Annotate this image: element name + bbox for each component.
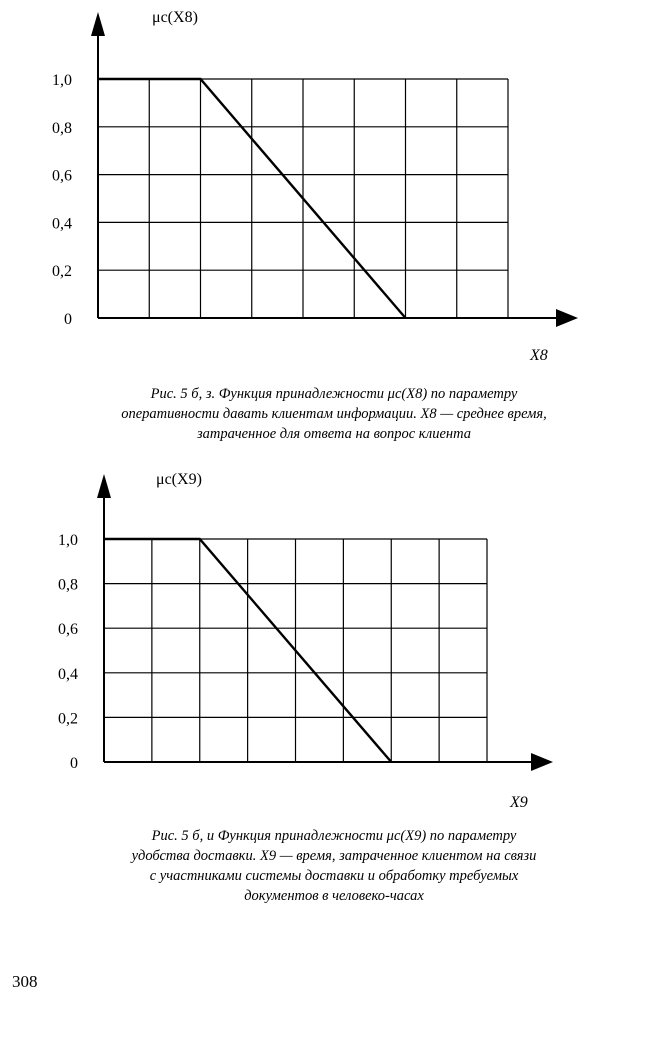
page-number: 308 (12, 972, 38, 991)
x-axis-arrow-icon (531, 753, 553, 771)
figure-caption-x9 (20, 826, 648, 906)
x-axis-label: X8 (530, 347, 548, 364)
caption-line: затраченное для ответа на вопрос клиента (197, 426, 471, 442)
figure-caption-x8 (20, 384, 648, 444)
y-axis-arrow-icon (97, 474, 111, 498)
y-tick-label: 1,0 (52, 72, 72, 89)
y-tick-label: 0 (70, 755, 78, 772)
y-tick-label: 0 (64, 311, 72, 328)
caption-line: Рис. 5 б, з. Функция принадлежности μc(X8) по параметру (150, 386, 518, 402)
chart-canvas (0, 0, 668, 370)
y-axis-label: μc(X8) (152, 9, 198, 26)
caption-line: удобства доставки. X9 — время, затраченное клиентом на связи (131, 848, 537, 864)
membership-chart-x9 (0, 462, 668, 822)
chart-canvas (0, 462, 668, 822)
caption-line: с участниками системы доставки и обработку требуемых (149, 868, 519, 884)
y-axis-arrow-icon (91, 12, 105, 36)
y-tick-label: 0,4 (58, 665, 78, 683)
caption-line: Рис. 5 б, и Функция принадлежности μc(X9) по параметру (151, 828, 517, 844)
y-tick-label: 0,4 (52, 215, 72, 233)
y-tick-label: 1,0 (58, 532, 78, 549)
caption-line: оперативности давать клиентам информации. X8 — среднее время, (121, 406, 547, 422)
y-tick-label: 0,6 (52, 167, 72, 185)
y-tick-label: 0,8 (52, 119, 72, 137)
x-axis-label: X9 (510, 794, 528, 811)
y-axis-label: μc(X9) (156, 471, 202, 488)
caption-line: документов в человеко-часах (244, 888, 424, 904)
y-tick-label: 0,2 (58, 710, 78, 728)
y-tick-label: 0,8 (58, 576, 78, 594)
x-axis-arrow-icon (556, 309, 578, 327)
y-tick-label: 0,6 (58, 621, 78, 639)
y-tick-label: 0,2 (52, 263, 72, 281)
membership-chart-x8 (0, 0, 668, 370)
